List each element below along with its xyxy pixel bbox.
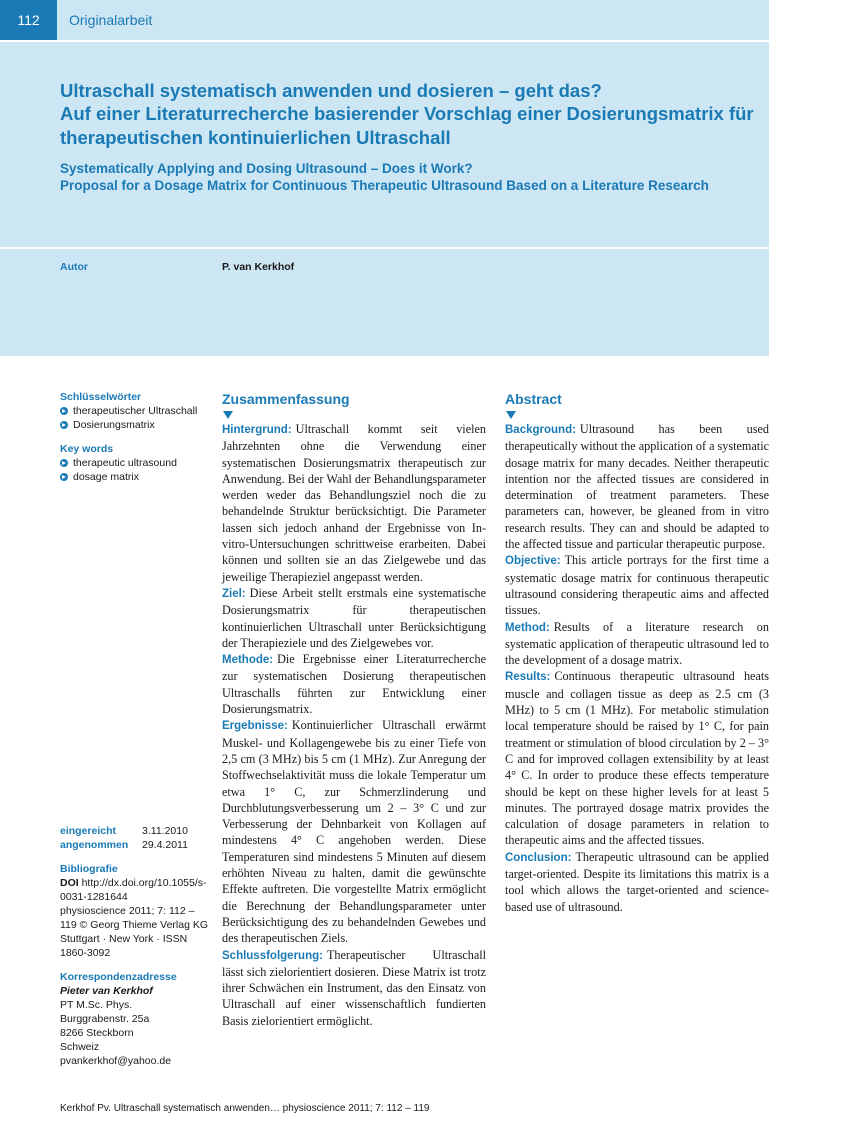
- abstract-paragraph: [505, 619, 769, 669]
- paragraph-text: Continuous therapeutic ultrasound heats muscle and collagen tissue as deep as 2.5 cm (3 MHz) to 5 cm (1 MHz). For metabolic stimulation local temperature should be raised by 1° C, for pain treatment or stimulation of blood circulation by 2 – 3° C and for improved collagen extensibility by at least 4° C. In order to produce these effects temperature should be kept on these higher levels for at least 5 minutes. The portrayed dosage matrix provides the calculation of dosage parameters in relation to therapeutic aims and the affected tissues.: [505, 669, 769, 848]
- paragraph-text: Kontinuierlicher Ultraschall erwärmt Muskel- und Kollagengewebe bis zu einer Tiefe von 2,5 cm (3 MHz) bis 5 cm (1 MHz). Zur Anregung der Stoffwechselaktivität muss die lokale Temperatur um etwa 1° C, zur Schmerzlinderung und Durchblutungsverbesserung um 2 – 3° C und zur Verbesserung der Dehnbarkeit von Kollagen auf mindestens 4° C angehoben werden. Diese Temperaturen sind mindestens 5 Minuten auf diesem erhöhten Niveau zu halten, damit die gewünschte Effekte auftreten. Die vorgestellte Matrix ermöglicht die Berechnung der Behandlungsparameter unter Berücksichtigung des zu behandelnden Gewebes und des therapeutischen Ziels.: [222, 718, 486, 946]
- page-footer: Kerkhof Pv. Ultraschall systematisch anwenden… physioscience 2011; 7: 112 – 119: [60, 1103, 430, 1114]
- doi-label: DOI: [60, 877, 79, 889]
- triangle-down-icon: [506, 411, 516, 419]
- accepted-label: angenommen: [60, 839, 129, 851]
- bibliography-heading: Bibliografie: [60, 863, 118, 875]
- triangle-down-icon: [223, 411, 233, 419]
- author-label: Autor: [60, 261, 88, 273]
- paragraph-label: Method:: [505, 621, 550, 634]
- keywords-en-list: [60, 456, 210, 484]
- paragraph-label: Conclusion:: [505, 851, 572, 864]
- paragraph-text: This article portrays for the first time a systematic dosage matrix for continuous therapeutic ultrasound considering therapeutic aims and affected tissues.: [505, 553, 769, 618]
- correspondence-name: Pieter van Kerkhof: [60, 985, 153, 997]
- title-german: Ultraschall systematisch anwenden und dosieren – geht das?: [60, 80, 602, 101]
- paragraph-label: Objective:: [505, 555, 561, 568]
- paragraph-label: Ziel:: [222, 587, 246, 600]
- dates-block: [60, 824, 188, 852]
- paragraph-label: Ergebnisse:: [222, 720, 288, 733]
- abstract-paragraph: [222, 717, 486, 946]
- abstract-paragraph: [505, 849, 769, 915]
- doi-link[interactable]: http://dx.doi.org/10.1055/s-0031-1281644: [60, 877, 207, 903]
- abstract-paragraph: [505, 552, 769, 618]
- author-name: P. van Kerkhof: [222, 261, 295, 273]
- abstract-english: [505, 390, 769, 915]
- email-link[interactable]: pvankerkhof@yahoo.de: [60, 1055, 172, 1067]
- address-line: Schweiz: [60, 1041, 100, 1053]
- keywords-de-list: [60, 404, 210, 432]
- paragraph-label: Methode:: [222, 654, 274, 667]
- address-line: PT M.Sc. Phys.: [60, 999, 133, 1011]
- paragraph-label: Results:: [505, 671, 551, 684]
- keywords-panel: [60, 390, 210, 484]
- address-line: Burggrabenstr. 25a: [60, 1013, 150, 1025]
- abstract-paragraph: [505, 668, 769, 848]
- paragraph-text: Ultraschall kommt seit vielen Jahrzehnten ohne die Verwendung einer systematischen Dosierungsmatrix therapeutisch zur Anwendung. Bei der Wahl der Behandlungsparameter werden weder das Behandlungsziel noch die zu behandelnde Struktur berücksichtigt. Die Parameter lassen sich jedoch anhand der Ergebnisse von In-vitro-Untersuchungen schrittweise erarbeiten. Dabei können und sollten sie an das Zielgewebe und das jeweilige Therapieziel angepasst werden.: [222, 422, 486, 584]
- keywords-de-heading: Schlüsselwörter: [60, 391, 142, 403]
- keyword-item: therapeutic ultrasound: [60, 456, 210, 470]
- abstract-paragraph: [222, 421, 486, 585]
- correspondence-block: [60, 970, 210, 1068]
- bibliography-block: [60, 862, 210, 960]
- paragraph-text: Ultrasound has been used therapeutically without the application of a systematic dosage matrix for many decades. Neither therapeutic intention nor the affected tissues are considered in determination of treatment parameters. These parameters can, however, be gleaned from in vitro research results. They can and should be adapted to the affected tissue and particular therapeutic purpose.: [505, 422, 769, 552]
- correspondence-heading: Korrespondenzadresse: [60, 971, 177, 983]
- paragraph-text: Die Ergebnisse einer Literaturrecherche zur systematischen Dosierung therapeutischen Ultraschalls führten zur Entwicklung einer Dosierungsmatrix.: [222, 652, 486, 717]
- received-date: 3.11.2010: [142, 825, 188, 837]
- paragraph-text: Therapeutischer Ultraschall lässt sich zielorientiert dosieren. Diese Matrix ist trotz ihrer Schwächen ein Instrument, das den Einsatz von Ultraschall auf einer wissenschaftlich fundierten Basis zielorientiert ermöglicht.: [222, 947, 486, 1028]
- abstract-english-heading: Abstract: [505, 391, 562, 407]
- subtitle-german: Auf einer Literaturrecherche basierender Vorschlag einer Dosierungsmatrix für therapeutischen kontinuierlichen Ultraschall: [60, 103, 754, 148]
- abstract-german: [222, 390, 486, 1029]
- section-label: Originalarbeit: [69, 12, 153, 28]
- accepted-date: 29.4.2011: [142, 839, 188, 851]
- paragraph-label: Schlussfolgerung:: [222, 949, 323, 962]
- abstract-paragraph: [222, 947, 486, 1029]
- page-number: 112: [0, 0, 57, 40]
- paragraph-text: Therapeutic ultrasound can be applied target-oriented. Despite its limitations this matrix is a tool which allows the target-oriented and science-based use of ultrasound.: [505, 849, 769, 914]
- keyword-item: therapeutischer Ultraschall: [60, 404, 210, 418]
- keyword-item: Dosierungsmatrix: [60, 418, 210, 432]
- abstract-paragraph: [222, 585, 486, 651]
- paragraph-text: Diese Arbeit stellt erstmals eine systematische Dosierungsmatrix für therapeutischen kontinuierlichen Ultraschall unter Berücksichtigung der Therapieziele und des Zielgewebes vor.: [222, 585, 486, 650]
- citation-text: physioscience 2011; 7: 112 – 119 © Georg Thieme Verlag KG Stuttgart · New York · ISSN 1860-3092: [60, 905, 209, 959]
- paragraph-label: Hintergrund:: [222, 424, 292, 436]
- received-label: eingereicht: [60, 825, 117, 837]
- keyword-item: dosage matrix: [60, 470, 210, 484]
- abstract-paragraph: [222, 651, 486, 717]
- abstract-paragraph: [505, 421, 769, 552]
- subtitle-english: Proposal for a Dosage Matrix for Continuous Therapeutic Ultrasound Based on a Literature Research: [60, 178, 709, 193]
- paragraph-label: Background:: [505, 424, 576, 436]
- paragraph-text: Results of a literature research on systematic application of therapeutic ultrasound led to the development of a dosage matrix.: [505, 619, 769, 668]
- title-english: Systematically Applying and Dosing Ultrasound – Does it Work?: [60, 161, 473, 176]
- keywords-en-heading: Key words: [60, 443, 114, 455]
- abstract-german-heading: Zusammenfassung: [222, 391, 350, 407]
- address-line: 8266 Steckborn: [60, 1027, 134, 1039]
- author-panel: [0, 249, 769, 356]
